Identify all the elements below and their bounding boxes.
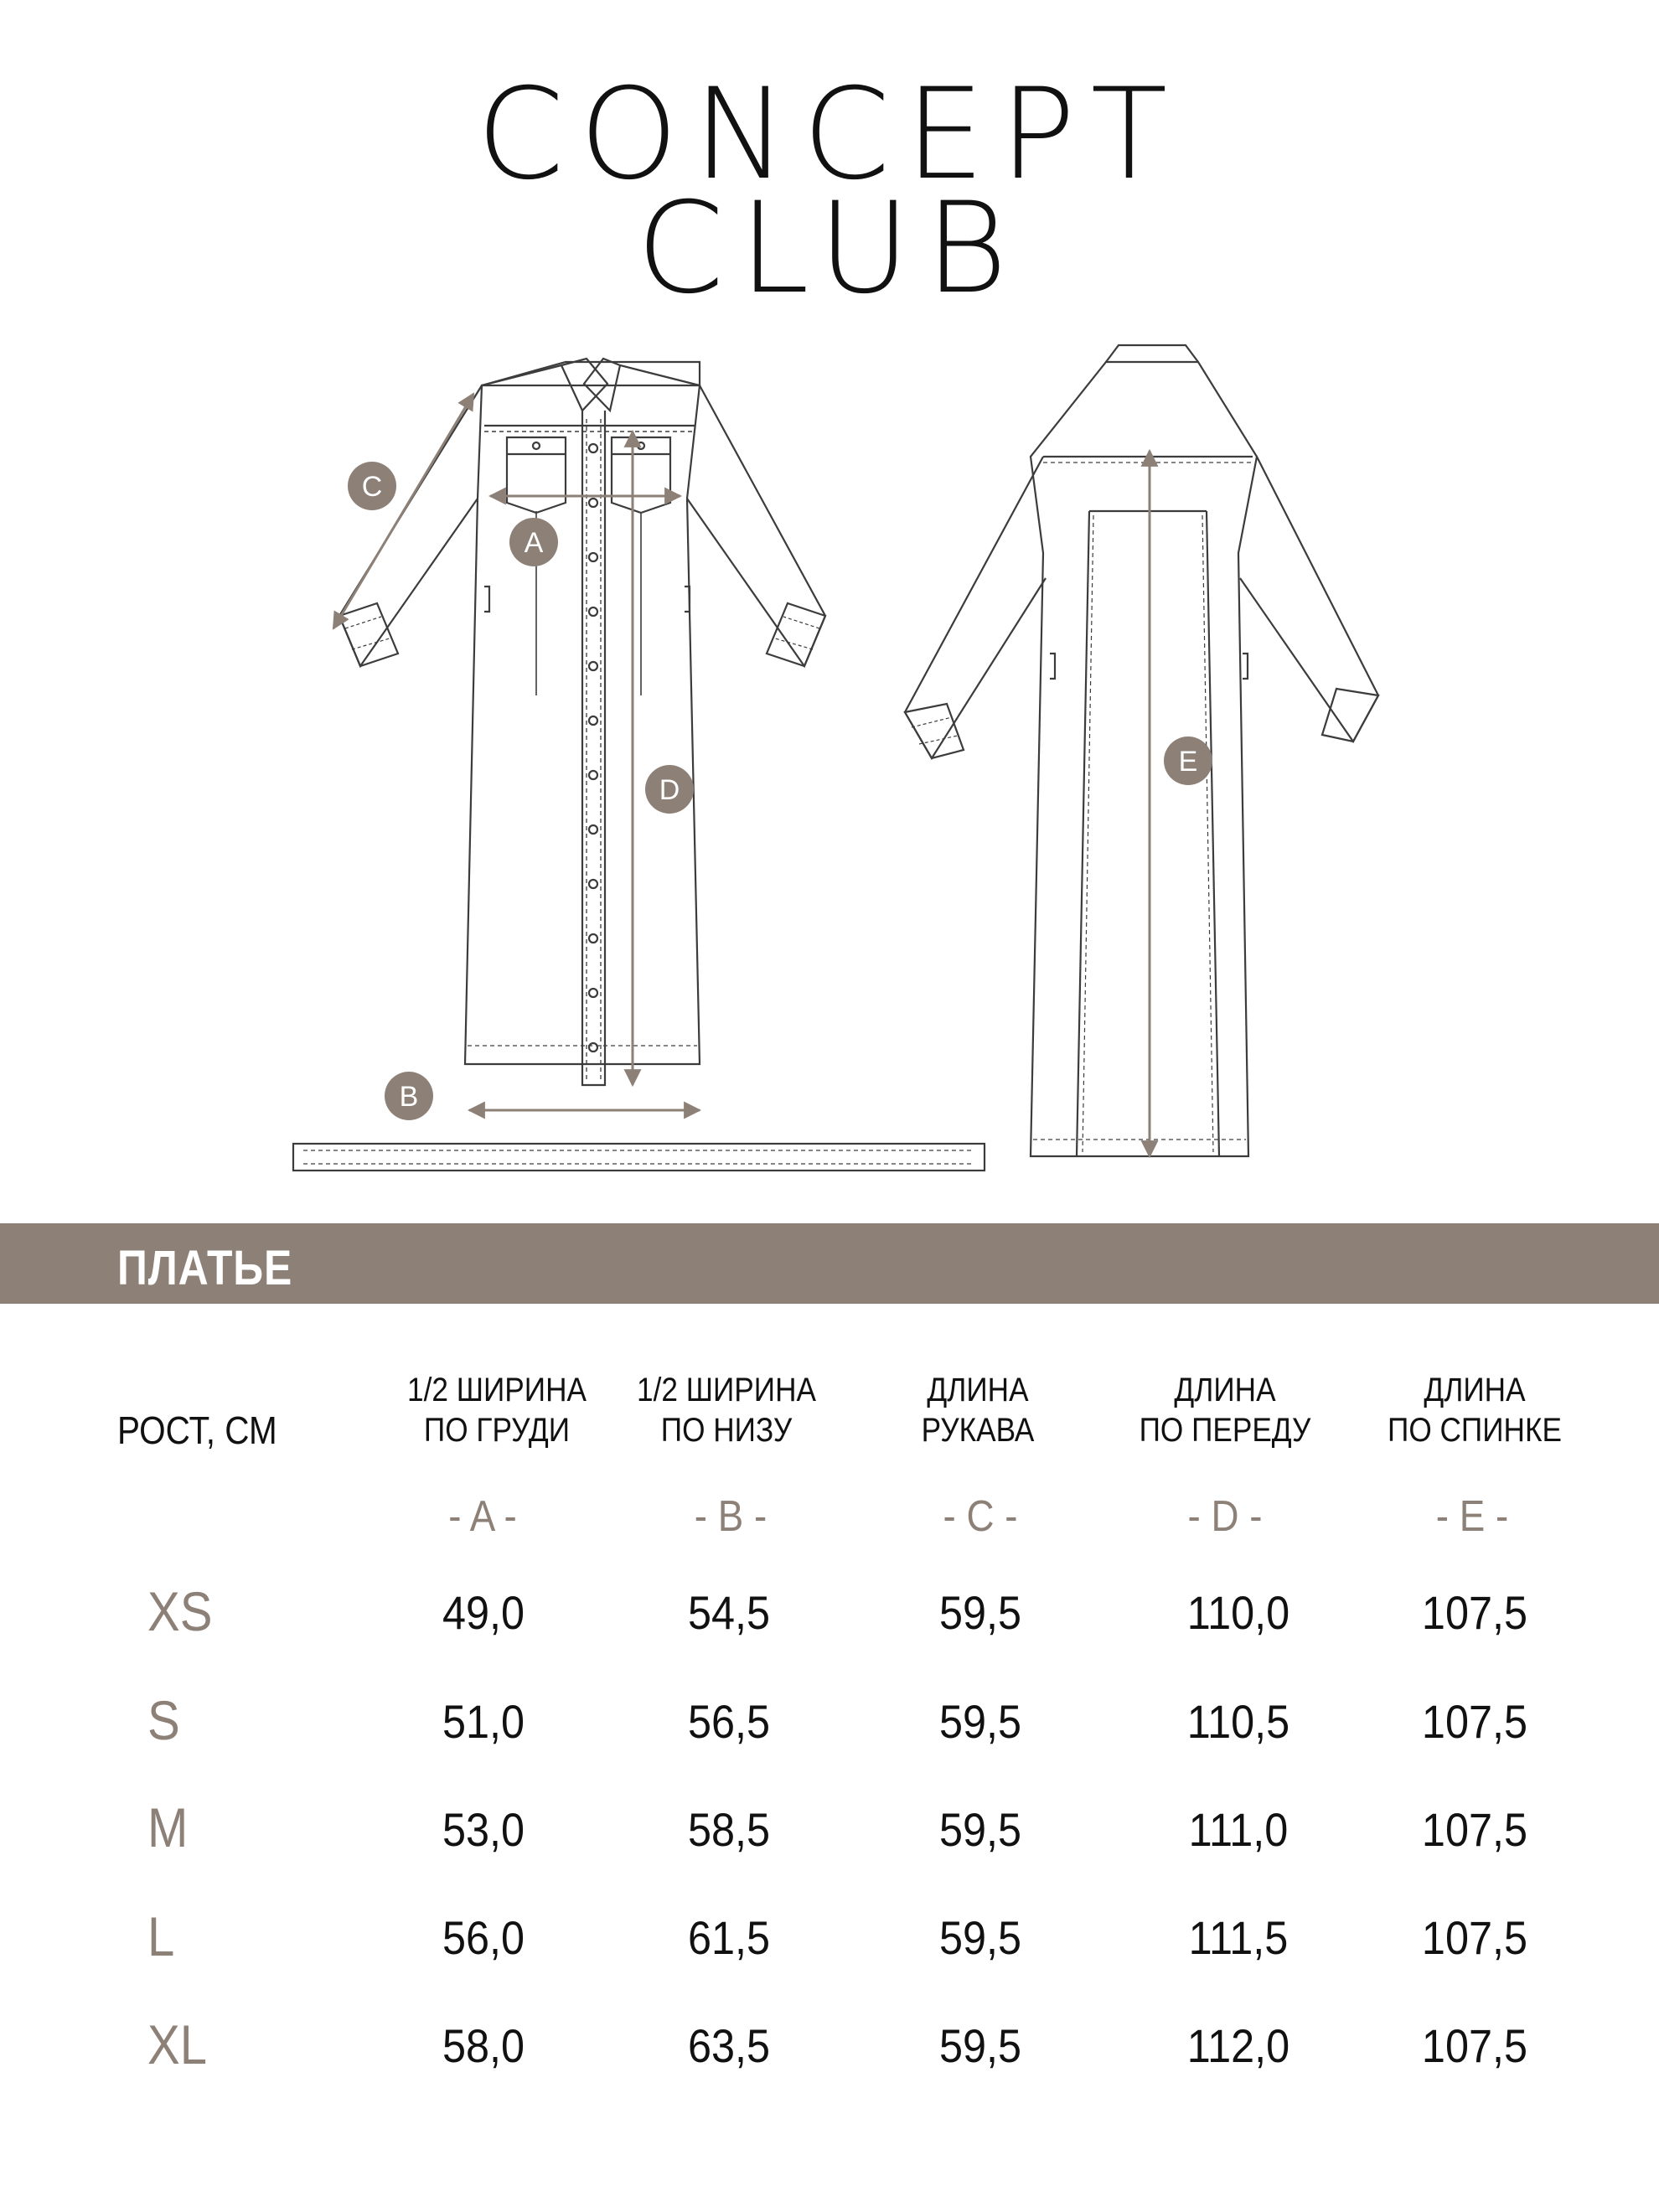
- brand-logo-line1: CONCEPT: [476, 62, 1183, 208]
- size-label: XS: [147, 1580, 213, 1642]
- table-cell: 107,5: [1421, 1695, 1528, 1748]
- table-cell: 111,5: [1188, 1911, 1289, 1964]
- table-cell: 110,5: [1186, 1695, 1290, 1748]
- column-header-sleeve: ДЛИНА РУКАВА: [921, 1372, 1035, 1449]
- section-title: ПЛАТЬЕ: [117, 1241, 293, 1295]
- table-cell: 58,0: [442, 2019, 525, 2072]
- belt-sketch: [293, 1144, 985, 1171]
- measure-line-c: [333, 394, 473, 628]
- marker-b-label: B: [399, 1081, 419, 1113]
- table-cell: 59,5: [938, 2019, 1022, 2072]
- size-label: M: [147, 1796, 189, 1858]
- table-cell: 49,0: [442, 1586, 525, 1639]
- table-cell: 107,5: [1421, 1911, 1528, 1964]
- marker-badge-b: [385, 1072, 433, 1120]
- size-label: L: [147, 1905, 175, 1967]
- table-cell: 53,0: [442, 1803, 525, 1856]
- back-view: [905, 345, 1378, 1156]
- column-code-b: - B -: [694, 1492, 767, 1541]
- dress-technical-sketch: [0, 327, 1659, 1198]
- table-cell: 56,0: [442, 1911, 525, 1964]
- table-cell: 111,0: [1188, 1803, 1289, 1856]
- row-header: РОСТ, СМ: [117, 1408, 277, 1452]
- column-header-chest: 1/2 ШИРИНА ПО ГРУДИ: [407, 1372, 587, 1449]
- column-code-c: - C -: [943, 1492, 1018, 1541]
- table-cell: 51,0: [442, 1695, 525, 1748]
- table-cell: 63,5: [687, 2019, 771, 2072]
- table-cell: 107,5: [1421, 1803, 1528, 1856]
- column-code-d: - D -: [1187, 1492, 1263, 1541]
- table-cell: 107,5: [1421, 1586, 1528, 1639]
- size-label: S: [147, 1689, 180, 1751]
- table-cell: 56,5: [687, 1695, 771, 1748]
- marker-d-label: D: [659, 774, 680, 806]
- measurement-lines: [333, 394, 1150, 1156]
- column-header-front-length: ДЛИНА ПО ПЕРЕДУ: [1139, 1372, 1311, 1449]
- marker-badge-c: [348, 462, 396, 510]
- column-code-e: - E -: [1435, 1492, 1509, 1541]
- column-header-back-length: ДЛИНА ПО СПИНКЕ: [1388, 1372, 1562, 1449]
- marker-badge-a: [509, 518, 558, 566]
- table-cell: 59,5: [938, 1586, 1022, 1639]
- brand-logo-line2: CLUB: [636, 176, 1023, 322]
- marker-e-label: E: [1178, 746, 1198, 778]
- table-cell: 112,0: [1186, 2019, 1290, 2072]
- table-cell: 58,5: [687, 1803, 771, 1856]
- table-cell: 107,5: [1421, 2019, 1528, 2072]
- marker-badge-d: [645, 765, 694, 814]
- table-cell: 59,5: [938, 1695, 1022, 1748]
- marker-badge-e: [1164, 736, 1212, 785]
- section-band: [0, 1223, 1659, 1304]
- size-label: XL: [147, 2013, 208, 2075]
- table-cell: 54,5: [687, 1586, 771, 1639]
- table-cell: 61,5: [687, 1911, 771, 1964]
- table-cell: 110,0: [1186, 1586, 1290, 1639]
- table-cell: 59,5: [938, 1803, 1022, 1856]
- front-view: [339, 359, 825, 1085]
- marker-c-label: C: [361, 471, 383, 503]
- column-code-a: - A -: [448, 1492, 517, 1541]
- table-cell: 59,5: [938, 1911, 1022, 1964]
- column-header-hem: 1/2 ШИРИНА ПО НИЗУ: [637, 1372, 816, 1449]
- marker-a-label: A: [524, 527, 544, 559]
